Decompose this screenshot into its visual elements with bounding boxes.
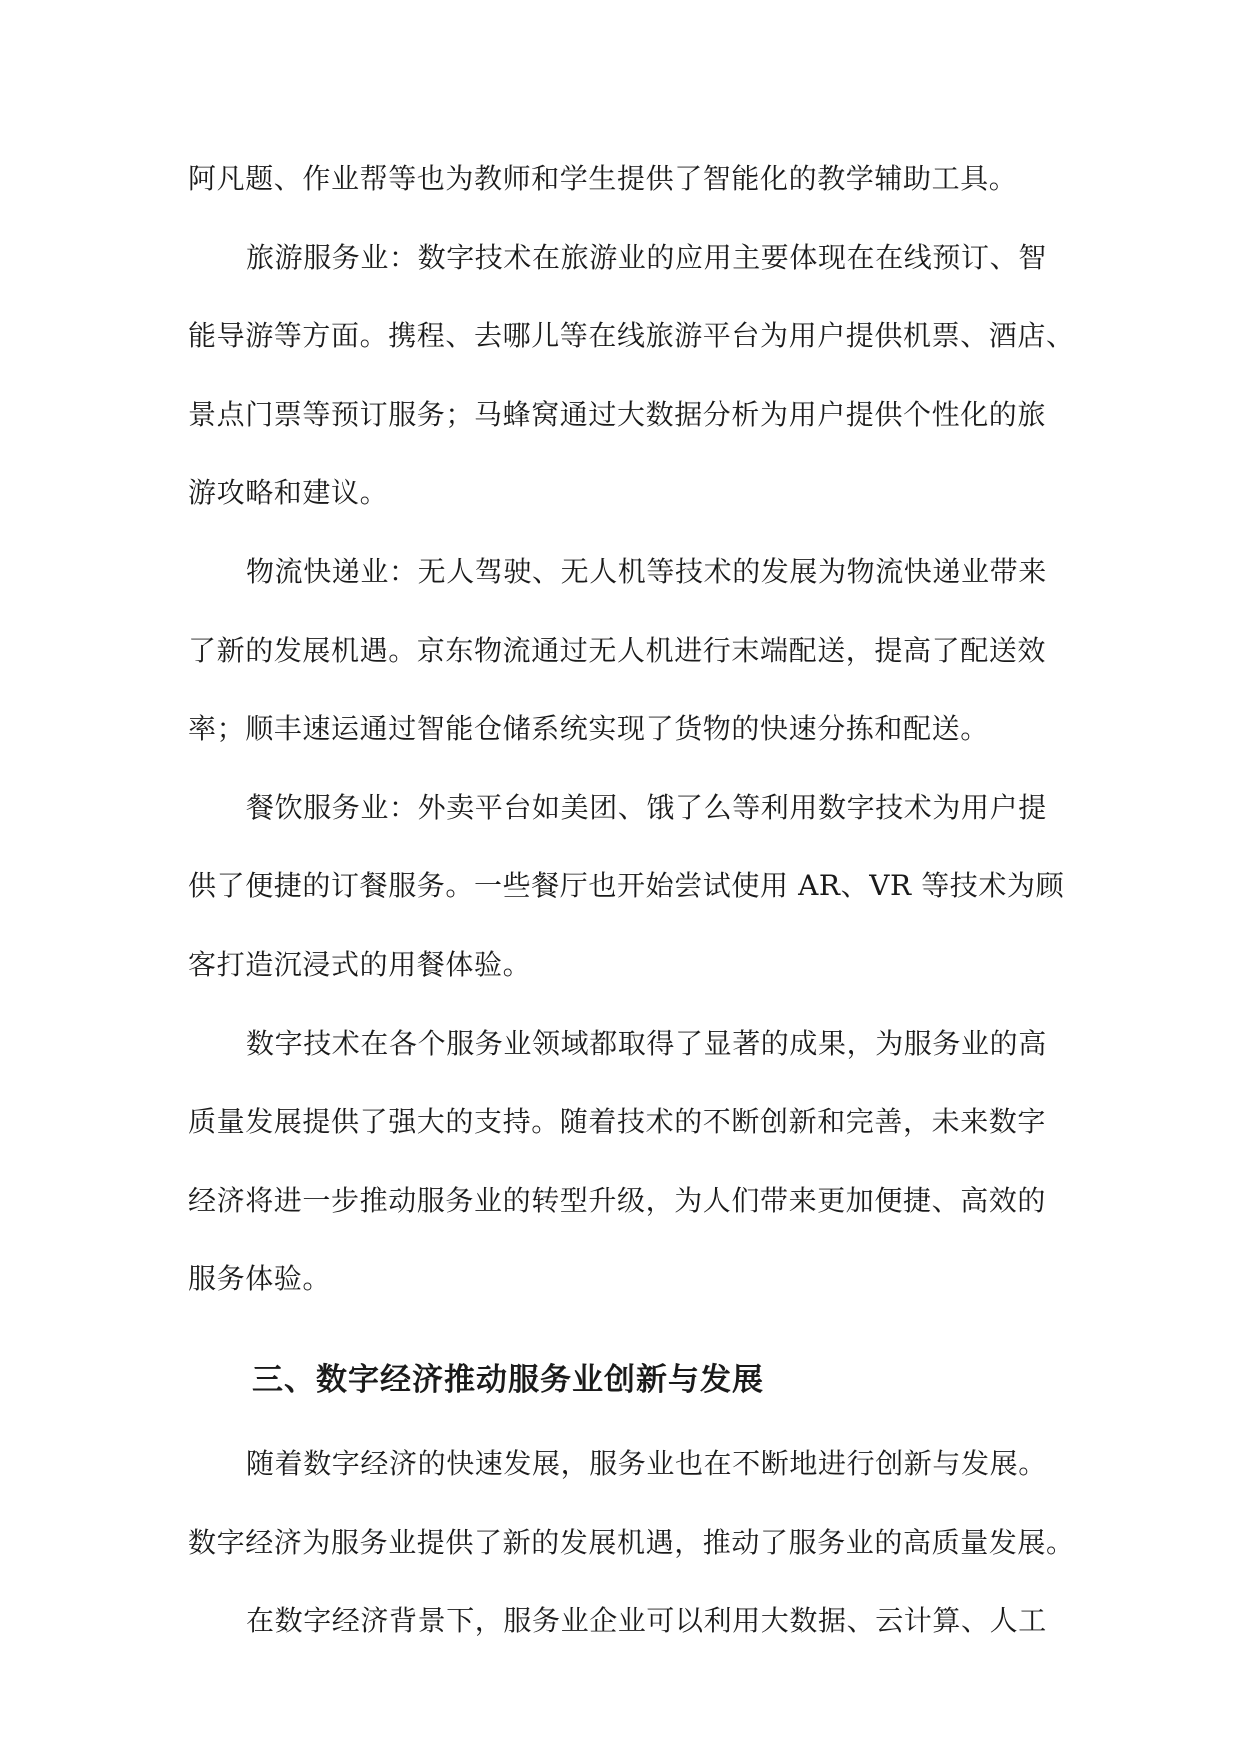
paragraph-line: 客打造沉浸式的用餐体验。 <box>188 947 532 981</box>
paragraph-line: 数字经济为服务业提供了新的发展机遇，推动了服务业的高质量发展。 <box>188 1525 1075 1559</box>
paragraph-line: 经济将进一步推动服务业的转型升级，为人们带来更加便捷、高效的 <box>188 1183 1047 1217</box>
paragraph-logistics <box>188 533 1058 769</box>
paragraph-education-continuation <box>188 140 1058 219</box>
paragraph-line: 了新的发展机遇。京东物流通过无人机进行末端配送，提高了配送效 <box>188 633 1047 667</box>
paragraph-line: 能导游等方面。携程、去哪儿等在线旅游平台为用户提供机票、酒店、 <box>188 319 1075 353</box>
paragraph-line: 餐饮服务业：外卖平台如美团、饿了么等利用数字技术为用户提 <box>246 790 1047 824</box>
paragraph-line: 数字技术在各个服务业领域都取得了显著的成果，为服务业的高 <box>246 1026 1047 1060</box>
paragraph-line: 供了便捷的订餐服务。一些餐厅也开始尝试使用 AR、VR 等技术为顾 <box>188 869 1065 903</box>
paragraph-line: 随着数字经济的快速发展，服务业也在不断地进行创新与发展。 <box>246 1446 1047 1480</box>
paragraph-catering <box>188 769 1065 1005</box>
paragraph-line: 阿凡题、作业帮等也为教师和学生提供了智能化的教学辅助工具。 <box>188 162 1018 195</box>
paragraph-line: 质量发展提供了强大的支持。随着技术的不断创新和完善，未来数字 <box>188 1105 1047 1139</box>
document-body <box>188 140 1075 1661</box>
paragraph-line: 景点门票等预订服务；马蜂窝通过大数据分析为用户提供个性化的旅 <box>188 397 1047 431</box>
paragraph-enterprise <box>188 1582 1058 1661</box>
paragraph-line: 在数字经济背景下，服务业企业可以利用大数据、云计算、人工 <box>246 1604 1047 1638</box>
paragraph-tourism <box>188 219 1075 533</box>
paragraph-digital-economy <box>188 1425 1075 1582</box>
paragraph-line: 率；顺丰速运通过智能仓储系统实现了货物的快速分拣和配送。 <box>188 712 989 746</box>
paragraph-line: 旅游服务业：数字技术在旅游业的应用主要体现在在线预订、智 <box>246 240 1047 274</box>
paragraph-line: 游攻略和建议。 <box>188 476 389 510</box>
paragraph-summary <box>188 1005 1058 1319</box>
paragraph-line: 服务体验。 <box>188 1262 332 1296</box>
section-heading: 三、数字经济推动服务业创新与发展 <box>252 1361 764 1398</box>
paragraph-line: 物流快递业：无人驾驶、无人机等技术的发展为物流快递业带来 <box>246 554 1047 588</box>
